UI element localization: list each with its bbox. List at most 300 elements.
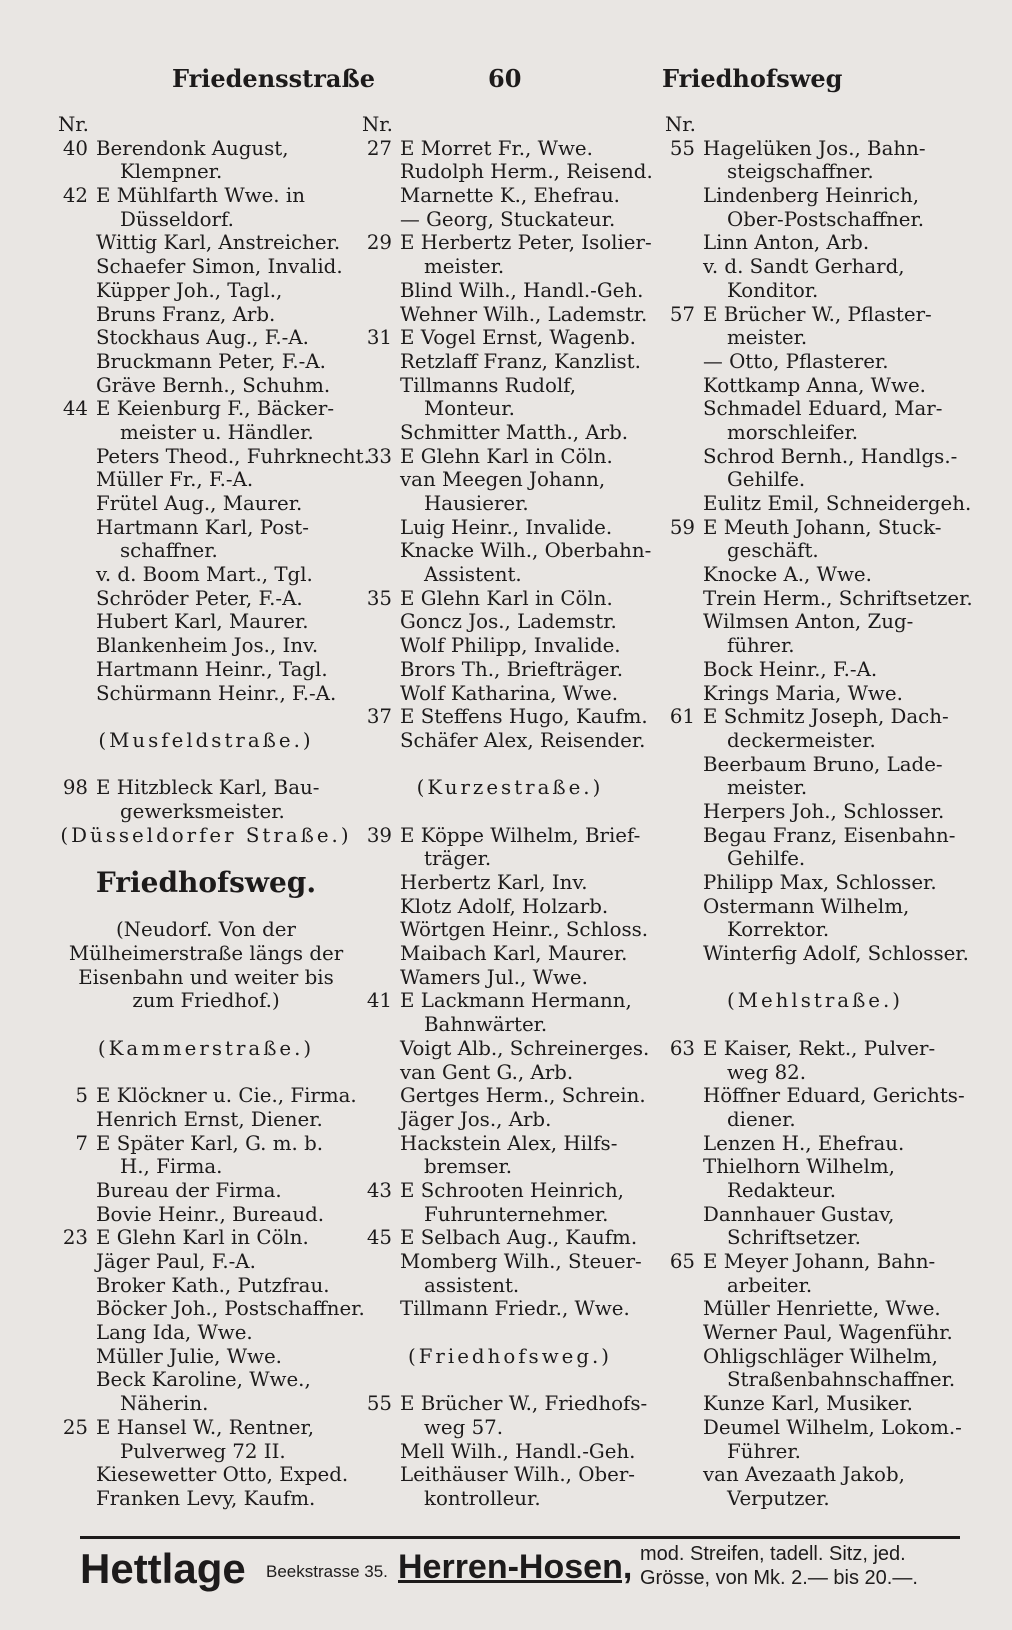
entry-text: Hubert Karl, Maurer. bbox=[96, 610, 309, 634]
running-head-right: Friedhofsweg bbox=[662, 64, 843, 93]
entry-text: E Glehn Karl in Cöln. bbox=[96, 1226, 309, 1250]
entry-line bbox=[665, 942, 969, 966]
entry-text: Böcker Joh., Postschaffner. bbox=[96, 1297, 365, 1321]
house-number: 55 bbox=[366, 1392, 392, 1416]
entry-text: Eulitz Emil, Schneidergeh. bbox=[703, 492, 972, 515]
spacer bbox=[362, 1321, 658, 1345]
house-number: 57 bbox=[669, 302, 695, 326]
entry-text: E Steffens Hugo, Kaufm. bbox=[400, 705, 648, 729]
entry-line bbox=[665, 397, 965, 421]
entry-line bbox=[665, 895, 965, 919]
entry-line bbox=[58, 255, 354, 279]
entry-line bbox=[58, 776, 354, 800]
entry-text: E Schrooten Heinrich, bbox=[400, 1178, 624, 1202]
entry-text: steigschaffner. bbox=[727, 160, 874, 184]
entry-text: Deumel Wilhelm, Lokom.- bbox=[703, 1415, 962, 1439]
column-heading: Nr. bbox=[665, 113, 696, 136]
entry-text: Wittig Karl, Anstreicher. bbox=[96, 231, 341, 255]
entry-text: Beck Karoline, Wwe., bbox=[96, 1368, 311, 1392]
entry-line bbox=[665, 658, 965, 682]
ad-company-name: Hettlage bbox=[80, 1545, 246, 1592]
entry-text: E Hansel W., Rentner, bbox=[96, 1415, 315, 1439]
entry-text: Müller Henriette, Wwe. bbox=[703, 1297, 941, 1321]
entry-text: Beerbaum Bruno, Lade- bbox=[703, 752, 943, 776]
entry-text: Gertges Herm., Schrein. bbox=[400, 1084, 646, 1108]
entry-text: E Morret Fr., Wwe. bbox=[400, 136, 593, 160]
entry-line bbox=[362, 208, 658, 232]
entry-text: Jäger Paul, F.-A. bbox=[96, 1250, 256, 1273]
entry-text: Pulverweg 72 II. bbox=[120, 1439, 286, 1463]
column-right bbox=[665, 113, 973, 1511]
entry-text: Thielhorn Wilhelm, bbox=[703, 1155, 895, 1179]
entry-text: Trein Herm., Schriftsetzer. bbox=[703, 586, 973, 610]
entry-text: Näherin. bbox=[120, 1392, 209, 1416]
entry-text: Bureau der Firma. bbox=[96, 1178, 282, 1202]
entry-line bbox=[362, 1108, 658, 1132]
entry-line bbox=[58, 1463, 354, 1487]
entry-line bbox=[58, 137, 354, 161]
entry-line bbox=[58, 444, 370, 469]
entry-text: meister. bbox=[727, 776, 808, 800]
entry-line bbox=[58, 231, 354, 255]
entry-line bbox=[362, 871, 658, 895]
entry-line bbox=[665, 184, 965, 208]
entry-line bbox=[665, 445, 965, 469]
entry-line bbox=[665, 1084, 965, 1108]
entry-line bbox=[665, 800, 965, 824]
entry-text: Wamers Jul., Wwe. bbox=[400, 965, 588, 989]
street-description bbox=[58, 966, 354, 990]
spacer bbox=[362, 753, 658, 777]
entry-text: Korrektor. bbox=[727, 918, 830, 942]
entry-text: Knocke A., Wwe. bbox=[703, 563, 872, 587]
entry-text: E Selbach Aug., Kaufm. bbox=[400, 1226, 638, 1250]
entry-line bbox=[58, 516, 354, 540]
entry-line bbox=[58, 1297, 365, 1321]
entry-line bbox=[362, 1250, 658, 1274]
entry-text: E Lackmann Hermann, bbox=[400, 989, 632, 1013]
cross-street-name: (Düsseldorfer Straße.) bbox=[60, 823, 352, 847]
entry-line bbox=[362, 184, 658, 208]
entry-line bbox=[362, 1463, 658, 1487]
street-description bbox=[58, 989, 354, 1013]
entry-text: Ohligschläger Wilhelm, bbox=[703, 1344, 938, 1368]
entry-line bbox=[58, 1084, 357, 1108]
entry-line bbox=[362, 587, 658, 611]
entry-text: v. d. Boom Mart., Tgl. bbox=[96, 563, 313, 587]
column-left bbox=[58, 113, 370, 1511]
entry-text: Dannhauer Gustav, bbox=[703, 1202, 895, 1226]
entry-line bbox=[362, 1297, 658, 1321]
entry-text: — Georg, Stuckateur. bbox=[400, 207, 616, 231]
entry-text: Wilmsen Anton, Zug- bbox=[703, 610, 914, 634]
entry-text: E Glehn Karl in Cöln. bbox=[400, 444, 613, 468]
entry-text: diener. bbox=[727, 1107, 796, 1131]
entry-text: Straßenbahnschaffner. bbox=[727, 1368, 956, 1392]
entry-text: Ostermann Wilhelm, bbox=[703, 894, 910, 918]
house-number: 33 bbox=[366, 444, 392, 468]
entry-line bbox=[665, 1203, 965, 1227]
column-middle bbox=[362, 113, 658, 1511]
entry-text: Brors Th., Briefträger. bbox=[400, 657, 624, 681]
house-number: 65 bbox=[669, 1250, 695, 1273]
entry-text: Assistent. bbox=[424, 563, 522, 587]
entry-line bbox=[58, 658, 354, 682]
house-number: 37 bbox=[366, 705, 392, 729]
continuation-line bbox=[665, 468, 965, 492]
entry-line bbox=[362, 918, 658, 942]
entry-text: Hartmann Karl, Post- bbox=[96, 515, 309, 539]
ad-description-line-2: Grösse, von Mk. 2.— bis 20.—. bbox=[640, 1567, 918, 1589]
entry-text: E Glehn Karl in Cöln. bbox=[400, 586, 613, 610]
entry-line bbox=[362, 350, 658, 374]
entry-text: Marnette K., Ehefrau. bbox=[400, 184, 620, 208]
spacer bbox=[665, 966, 965, 990]
entry-text: van Meegen Johann, bbox=[400, 468, 606, 492]
continuation-line bbox=[665, 847, 965, 871]
entry-line bbox=[58, 1274, 354, 1298]
entry-text: kontrolleur. bbox=[424, 1486, 541, 1510]
entry-text: Müller Fr., F.-A. bbox=[96, 468, 254, 492]
entry-text: Schriftsetzer. bbox=[727, 1226, 861, 1250]
continuation-line bbox=[58, 1155, 354, 1179]
entry-line bbox=[58, 1345, 354, 1369]
entry-text: Linn Anton, Arb. bbox=[703, 231, 870, 255]
house-number: 43 bbox=[366, 1178, 392, 1202]
entry-text: Begau Franz, Eisenbahn- bbox=[703, 823, 956, 847]
cross-street-heading bbox=[362, 1345, 658, 1369]
entry-line bbox=[665, 610, 965, 634]
continuation-line bbox=[665, 1226, 965, 1250]
page-number: 60 bbox=[488, 64, 522, 93]
continuation-line bbox=[665, 634, 965, 658]
entry-text: E Meyer Johann, Bahn- bbox=[703, 1250, 936, 1273]
continuation-line bbox=[665, 539, 965, 563]
entry-line bbox=[58, 350, 354, 374]
entry-text: Fuhrunternehmer. bbox=[424, 1202, 609, 1226]
house-number: 59 bbox=[669, 515, 695, 539]
continuation-line bbox=[362, 563, 658, 587]
entry-text: Mell Wilh., Handl.-Geh. bbox=[400, 1439, 636, 1463]
entry-line bbox=[665, 1463, 965, 1487]
entry-text: Philipp Max, Schlosser. bbox=[703, 871, 937, 894]
continuation-line bbox=[58, 421, 354, 445]
house-number: 55 bbox=[669, 136, 695, 160]
entry-line bbox=[665, 1321, 965, 1345]
entry-text: Maibach Karl, Maurer. bbox=[400, 942, 628, 966]
house-number: 27 bbox=[366, 136, 392, 160]
entry-text: van Avezaath Jakob, bbox=[703, 1463, 905, 1487]
house-number: 63 bbox=[669, 1036, 695, 1060]
entry-text: E Kaiser, Rekt., Pulver- bbox=[703, 1036, 936, 1060]
entry-text: morschleifer. bbox=[727, 420, 859, 444]
entry-line bbox=[58, 374, 354, 398]
entry-text: Schmadel Eduard, Mar- bbox=[703, 397, 943, 421]
continuation-line bbox=[665, 208, 965, 232]
entry-text: Schmitter Matth., Arb. bbox=[400, 420, 629, 444]
entry-line bbox=[362, 966, 658, 990]
entry-text: Ober-Postschaffner. bbox=[727, 207, 925, 231]
entry-line bbox=[58, 682, 354, 706]
continuation-line bbox=[665, 160, 965, 184]
entry-text: Hagelüken Jos., Bahn- bbox=[703, 136, 926, 160]
entry-line bbox=[58, 634, 354, 658]
entry-text: geschäft. bbox=[727, 539, 819, 563]
continuation-line bbox=[362, 1416, 658, 1440]
entry-text: Gräve Bernh., Schuhm. bbox=[96, 373, 331, 397]
entry-line bbox=[665, 492, 972, 516]
entry-text: Tillmann Friedr., Wwe. bbox=[400, 1297, 630, 1321]
entry-line bbox=[58, 563, 354, 587]
spacer bbox=[58, 1013, 354, 1037]
footer-rule bbox=[80, 1536, 960, 1539]
entry-line bbox=[58, 468, 354, 492]
entry-line bbox=[58, 1250, 354, 1274]
entry-line bbox=[58, 1132, 354, 1156]
entry-line bbox=[362, 1392, 658, 1416]
entry-line bbox=[58, 1368, 354, 1392]
spacer bbox=[58, 1061, 354, 1085]
entry-text: Hartmann Heinr., Tagl. bbox=[96, 657, 328, 681]
entry-line bbox=[362, 539, 658, 563]
continuation-line bbox=[58, 539, 354, 563]
entry-line bbox=[58, 303, 354, 327]
continuation-line bbox=[665, 1368, 965, 1392]
entry-line bbox=[58, 492, 354, 516]
entry-text: Goncz Jos., Lademstr. bbox=[400, 610, 617, 634]
house-number: 29 bbox=[366, 231, 392, 255]
entry-line bbox=[362, 1226, 658, 1250]
entry-text: Herbertz Karl, Inv. bbox=[400, 871, 588, 894]
entry-line bbox=[665, 563, 965, 587]
entry-line bbox=[665, 1155, 965, 1179]
entry-line bbox=[58, 1226, 354, 1250]
entry-text: Bruns Franz, Arb. bbox=[96, 302, 276, 326]
cross-street-name: (Friedhofsweg.) bbox=[407, 1344, 613, 1368]
entry-text: Kunze Karl, Musiker. bbox=[703, 1392, 913, 1416]
entry-line bbox=[362, 989, 658, 1013]
entry-text: meister. bbox=[727, 326, 808, 350]
entry-line bbox=[362, 705, 658, 729]
entry-text: Henrich Ernst, Diener. bbox=[96, 1107, 323, 1131]
entry-line bbox=[362, 895, 658, 919]
entry-text: E Keienburg F., Bäcker- bbox=[96, 397, 335, 421]
entry-line bbox=[362, 279, 658, 303]
entry-text: arbeiter. bbox=[727, 1273, 813, 1297]
description-text: (Neudorf. Von der bbox=[116, 918, 296, 942]
entry-text: Voigt Alb., Schreinerges. bbox=[400, 1036, 650, 1060]
entry-line bbox=[58, 397, 354, 421]
house-number: 25 bbox=[62, 1415, 88, 1439]
continuation-line bbox=[665, 421, 965, 445]
cross-street-heading bbox=[362, 776, 658, 800]
entry-text: Hausierer. bbox=[424, 492, 529, 515]
entry-text: Blind Wilh., Handl.-Geh. bbox=[400, 278, 644, 302]
entry-text: E Später Karl, G. m. b. bbox=[96, 1131, 324, 1155]
entry-line bbox=[362, 326, 658, 350]
entry-line bbox=[362, 1061, 658, 1085]
street-heading bbox=[58, 866, 354, 899]
entry-line bbox=[362, 1037, 658, 1061]
entry-text: Bruckmann Peter, F.-A. bbox=[96, 349, 326, 373]
entry-text: E Schmitz Joseph, Dach- bbox=[703, 705, 949, 729]
entry-line bbox=[665, 1416, 965, 1440]
entry-line bbox=[362, 1132, 658, 1156]
entry-line bbox=[362, 231, 658, 255]
entry-line bbox=[362, 610, 658, 634]
entry-text: weg 57. bbox=[424, 1415, 504, 1439]
continuation-line bbox=[665, 1274, 965, 1298]
entry-text: Bovie Heinr., Bureaud. bbox=[96, 1202, 325, 1226]
entry-text: Schaefer Simon, Invalid. bbox=[96, 255, 343, 279]
cross-street-heading bbox=[58, 729, 354, 753]
entry-text: Winterfig Adolf, Schlosser. bbox=[703, 942, 969, 966]
house-number: 31 bbox=[366, 326, 392, 350]
entry-line bbox=[362, 1440, 658, 1464]
description-text: Mülheimerstraße längs der bbox=[68, 942, 344, 966]
entry-text: meister. bbox=[424, 255, 505, 279]
entry-text: E Brücher W., Pflaster- bbox=[703, 302, 932, 326]
continuation-line bbox=[362, 1155, 658, 1179]
entry-text: Höffner Eduard, Gerichts- bbox=[703, 1084, 965, 1108]
entry-line bbox=[665, 753, 965, 777]
entry-text: van Gent G., Arb. bbox=[400, 1060, 574, 1084]
entry-text: bremser. bbox=[424, 1155, 513, 1179]
entry-text: E Herbertz Peter, Isolier- bbox=[400, 231, 652, 255]
continuation-line bbox=[665, 326, 965, 350]
entry-line bbox=[665, 255, 965, 279]
entry-text: Hackstein Alex, Hilfs- bbox=[400, 1131, 618, 1155]
entry-line bbox=[58, 279, 354, 303]
entry-line bbox=[665, 824, 965, 848]
entry-text: Konditor. bbox=[727, 278, 819, 302]
continuation-line bbox=[58, 1440, 354, 1464]
house-number: 23 bbox=[62, 1226, 88, 1250]
ad-description-line-1: mod. Streifen, tadell. Sitz, jed. bbox=[640, 1543, 906, 1565]
continuation-line bbox=[362, 492, 658, 516]
entry-line bbox=[58, 1179, 354, 1203]
entry-line bbox=[362, 729, 658, 753]
entry-text: Rudolph Herm., Reisend. bbox=[400, 160, 653, 184]
entry-text: Gehilfe. bbox=[727, 468, 806, 492]
entry-text: E Klöckner u. Cie., Firma. bbox=[96, 1084, 357, 1108]
entry-line bbox=[665, 1392, 965, 1416]
entry-text: H., Firma. bbox=[120, 1155, 223, 1179]
entry-text: Franken Levy, Kaufm. bbox=[96, 1486, 316, 1510]
continuation-line bbox=[665, 1487, 965, 1511]
entry-text: Werner Paul, Wagenführ. bbox=[703, 1321, 953, 1345]
entry-line bbox=[665, 350, 965, 374]
entry-text: Wörtgen Heinr., Schloss. bbox=[400, 918, 649, 942]
entry-line bbox=[362, 421, 658, 445]
cross-street-name: (Kammerstraße.) bbox=[97, 1036, 315, 1060]
entry-line bbox=[665, 705, 965, 729]
entry-text: Peters Theod., Fuhrknecht. bbox=[96, 444, 370, 468]
continuation-line bbox=[665, 1179, 965, 1203]
entry-text: Kottkamp Anna, Wwe. bbox=[703, 373, 926, 397]
house-number: 45 bbox=[366, 1226, 392, 1250]
entry-line bbox=[58, 1487, 354, 1511]
continuation-line bbox=[362, 1274, 658, 1298]
entry-line bbox=[362, 824, 658, 848]
entry-text: E Vogel Ernst, Wagenb. bbox=[400, 326, 636, 350]
entry-line bbox=[665, 516, 965, 540]
cross-street-heading bbox=[58, 1037, 354, 1061]
entry-line bbox=[665, 586, 973, 611]
street-description bbox=[58, 942, 354, 966]
continuation-line bbox=[665, 1108, 965, 1132]
entry-text: Knacke Wilh., Oberbahn- bbox=[400, 539, 652, 563]
spacer bbox=[58, 705, 354, 729]
entry-text: führer. bbox=[727, 634, 795, 658]
ad-product: Herren-Hosen, bbox=[398, 1548, 633, 1586]
entry-line bbox=[665, 1297, 965, 1321]
entry-text: Retzlaff Franz, Kanzlist. bbox=[400, 349, 641, 373]
entry-text: Krings Maria, Wwe. bbox=[703, 681, 903, 705]
entry-line bbox=[362, 942, 658, 966]
entry-text: Wehner Wilh., Lademstr. bbox=[400, 302, 648, 326]
entry-text: Wolf Philipp, Invalide. bbox=[400, 634, 621, 658]
continuation-line bbox=[362, 1203, 658, 1227]
entry-text: — Otto, Pflasterer. bbox=[703, 349, 889, 373]
continuation-line bbox=[58, 160, 354, 184]
entry-line bbox=[665, 1037, 965, 1061]
description-text: Eisenbahn und weiter bis bbox=[78, 965, 334, 989]
entry-text: E Mühlfarth Wwe. in bbox=[96, 184, 305, 208]
spacer bbox=[362, 800, 658, 824]
description-text: zum Friedhof.) bbox=[132, 989, 280, 1013]
entry-text: E Meuth Johann, Stuck- bbox=[703, 515, 942, 539]
entry-line bbox=[58, 1321, 354, 1345]
house-number: 98 bbox=[62, 776, 88, 800]
entry-line bbox=[362, 468, 658, 492]
entry-text: Bock Heinr., F.-A. bbox=[703, 657, 878, 681]
entry-text: Düsseldorf. bbox=[120, 207, 234, 231]
entry-line bbox=[362, 682, 658, 706]
entry-line bbox=[362, 658, 658, 682]
entry-text: Jäger Jos., Arb. bbox=[400, 1107, 552, 1131]
entry-text: Tillmanns Rudolf, bbox=[400, 373, 577, 397]
entry-line bbox=[665, 1250, 965, 1274]
continuation-line bbox=[665, 279, 965, 303]
entry-line bbox=[58, 610, 354, 634]
entry-text: Blankenheim Jos., Inv. bbox=[96, 634, 319, 658]
entry-text: E Brücher W., Friedhofs- bbox=[400, 1392, 648, 1416]
entry-line bbox=[665, 231, 965, 255]
column-heading: Nr. bbox=[362, 113, 393, 136]
house-number: 42 bbox=[62, 184, 88, 208]
entry-text: Redakteur. bbox=[727, 1178, 837, 1202]
entry-text: Monteur. bbox=[424, 397, 515, 421]
entry-text: v. d. Sandt Gerhard, bbox=[703, 255, 905, 279]
house-number: 5 bbox=[75, 1084, 88, 1108]
house-number: 41 bbox=[366, 989, 392, 1013]
entry-text: Schürmann Heinr., F.-A. bbox=[96, 681, 337, 705]
house-number: 39 bbox=[366, 823, 392, 847]
entry-text: gewerksmeister. bbox=[120, 799, 285, 823]
entry-text: Schrod Bernh., Handlgs.- bbox=[703, 444, 958, 468]
entry-line bbox=[665, 1132, 965, 1156]
entry-text: Leithäuser Wilh., Ober- bbox=[400, 1463, 635, 1487]
entry-text: Frütel Aug., Maurer. bbox=[96, 492, 303, 515]
entry-line bbox=[58, 587, 354, 611]
entry-text: Verputzer. bbox=[727, 1486, 830, 1510]
entry-line bbox=[362, 634, 658, 658]
entry-text: weg 82. bbox=[727, 1060, 807, 1084]
entry-line bbox=[58, 184, 354, 208]
house-number: 40 bbox=[62, 136, 88, 160]
entry-line bbox=[362, 516, 658, 540]
